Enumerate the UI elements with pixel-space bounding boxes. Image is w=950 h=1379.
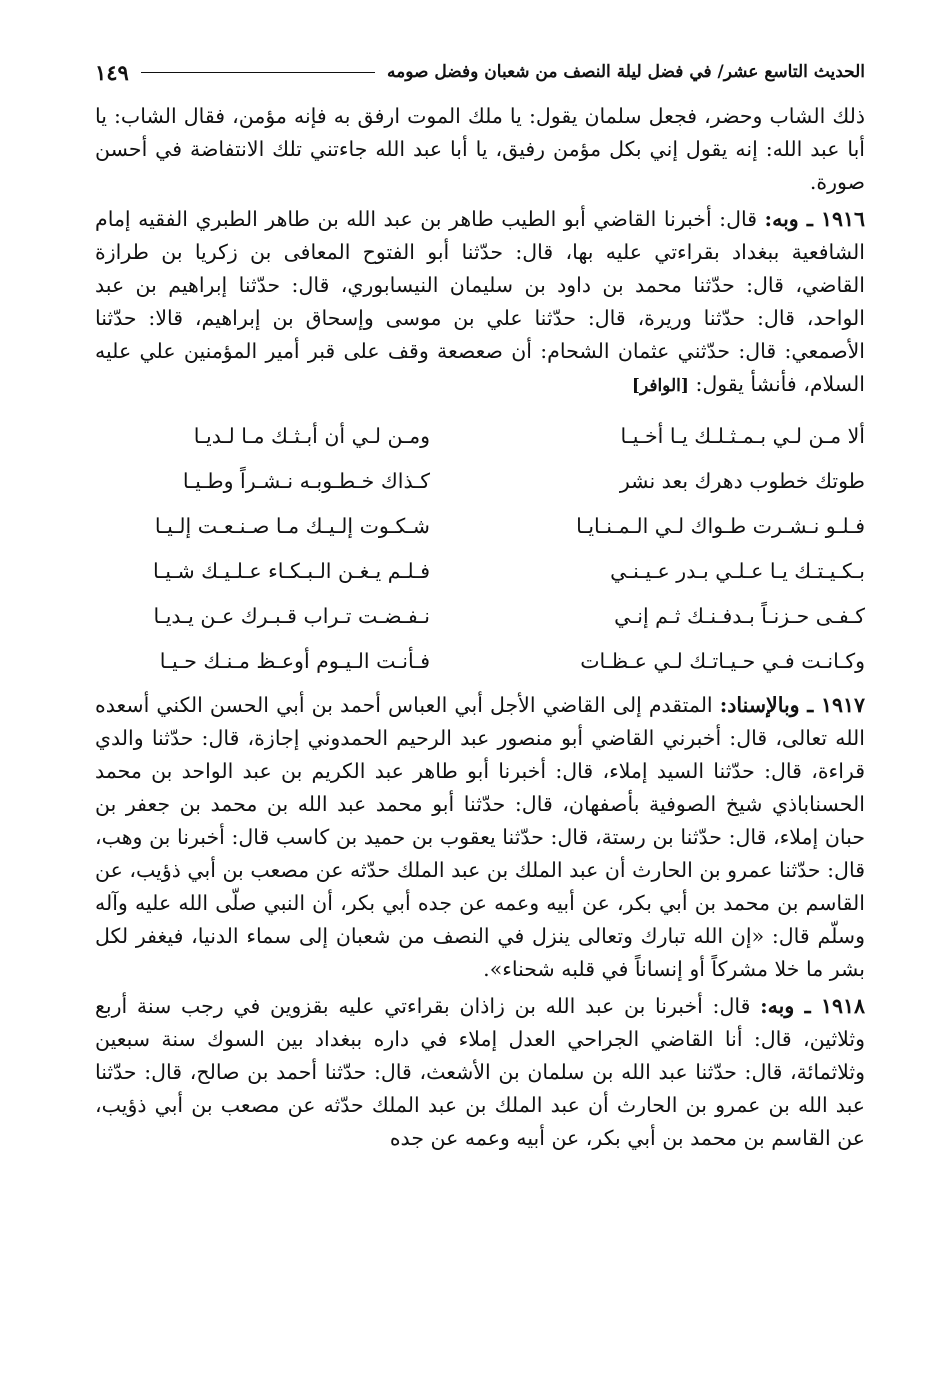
- paragraph-1917: [95, 689, 865, 986]
- hadith-number-1917: ١٩١٧ ـ وبالإسناد:: [719, 693, 865, 717]
- hadith-text-1916: قال: أخبرنا القاضي أبو الطيب طاهر بن عبد الله بن طاهر الطبري الفقيه إمام الشافعية ببغداد بقراءتي عليه بها، قال: حدّثنا أبو الفتوح المعافى بن زكريا بن طرازة القاضي، قال: حدّثنا محمد بن داود بن سليمان النيسابوري، قال: حدّثنا إبراهيم بن عبد الواحد، قال: حدّثنا وريرة، قال: حدّثنا علي بن موسى وإسحاق بن إبراهيم، قالا: حدّثنا الأصمعي: قال: حدّثني عثمان الشحام: أن صعصعة وقف على قبر أمير المؤمنين علي عليه السلام، فأنشأ يقول:: [95, 207, 865, 396]
- running-title: الحديث التاسع عشر/ في فضل ليلة النصف من شعبان وفضل صومه: [387, 62, 865, 82]
- verse-second-hemistich: ومـن لـي أن أبـثـك مـا لـديـا: [193, 423, 430, 448]
- poem-meter: [الوافر]: [631, 376, 689, 396]
- poem-verse: [95, 458, 865, 503]
- verse-second-hemistich: فـلـم يـغـن الـبـكـاء عـلـيـك شـيـا: [153, 558, 430, 583]
- poem-verse: [95, 503, 865, 548]
- verse-first-hemistich: ألا مـن لـي بـمـثـلـك يـا أخـيـا: [620, 423, 865, 448]
- page-number: ١٤٩: [95, 59, 129, 85]
- verse-first-hemistich: بـكـيـتـك يـا عـلـي بـدر عـيـنـي: [610, 558, 865, 583]
- hadith-number-1918: ١٩١٨ ـ وبه:: [760, 994, 865, 1018]
- paragraph-1916: [95, 203, 865, 403]
- poem: [95, 413, 865, 683]
- poem-verse: [95, 413, 865, 458]
- verse-first-hemistich: فـلـو نـشـرت طـواك لـي الـمـنـايـا: [576, 513, 865, 538]
- poem-verse: [95, 548, 865, 593]
- poem-verse: [95, 593, 865, 638]
- verse-second-hemistich: كـذاك خـطـوبـه نـشـراً وطـيـا: [182, 468, 430, 493]
- poem-verse: [95, 638, 865, 683]
- verse-first-hemistich: كـفـى حـزنـاً بـدفـنـك ثـم إنـي: [614, 603, 865, 628]
- verse-second-hemistich: نـفـضـت تـراب قـبـرك عـن يـديـا: [153, 603, 430, 628]
- hadith-text-1917: المتقدم إلى القاضي الأجل أبي العباس أحمد بن أبي الحسن الكني أسعده الله تعالى، قال: أخبرني القاضي أبو منصور عبد الرحيم الحمدوني إجازة، قال: حدّثنا والدي قراءة، قال: حدّثنا السيد إملاء، قال: أخبرنا أبو طاهر عبد الكريم بن عبد الواحد بن محمد الحسناباذي شيخ الصوفية بأصفهان، قال: حدّثنا أبو محمد عبد الله بن محمد بن جعفر بن حبان إملاء، قال: حدّثنا بن رستة، قال: حدّثنا يعقوب بن حميد بن كاسب قال: أخبرنا بن وهب، قال: حدّثنا عمرو بن الحارث أن عبد الملك بن عبد الملك حدّثه عن مصعب بن أبي ذؤيب، عن القاسم بن محمد بن أبي بكر، عن أبيه وعمه عن جده أبي بكر، أن النبي صلّى الله عليه وآله وسلّم قال: «إن الله تبارك وتعالى ينزل في النصف من شعبان إلى سماء الدنيا، فيغفر لكل بشر ما خلا مشركاً أو إنساناً في قلبه شحناء».: [95, 693, 866, 981]
- hadith-number-1916: ١٩١٦ ـ وبه:: [764, 207, 865, 231]
- verse-first-hemistich: وكـانـت فـي حـيـاتـك لـي عـظـات: [580, 648, 865, 673]
- page-header: [95, 50, 865, 94]
- paragraph-1918: [95, 990, 865, 1155]
- header-rule: [141, 72, 375, 73]
- verse-first-hemistich: طوتك خطوب دهرك بعد نشر: [619, 468, 865, 493]
- verse-second-hemistich: شـكـوت إلـيـك مـا صـنـعـت إلـيـا: [154, 513, 430, 538]
- hadith-text-1918: قال: أخبرنا بن عبد الله بن زاذان بقراءتي عليه بقزوين في رجب سنة أربع وثلاثين، قال: أنا القاضي الجراحي العدل إملاء في داره ببغداد بين السوك سنة سبعين وثلاثمائة، قال: حدّثنا عبد الله بن سلمان بن الأشعث، قال: حدّثنا أحمد بن صالح، قال: حدّثنا عبد الله بن عمرو بن الحارث أن عبد الملك بن عبد الملك حدّثه عن مصعب بن أبي ذؤيب، عن القاسم بن محمد بن أبي بكر، عن أبيه وعمه عن جده: [95, 994, 865, 1150]
- document-page: [95, 50, 865, 1155]
- verse-second-hemistich: فـأنـت الـيـوم أوعـظ مـنـك حـيـا: [159, 648, 430, 673]
- paragraph-continuation: ذلك الشاب وحضر، فجعل سلمان يقول: يا ملك الموت ارفق به فإنه مؤمن، فقال الشاب: يا أبا عبد الله: إنه يقول إني بكل مؤمن رفيق، يا أبا عبد الله جاءتني تلك الانتفاضة في أحسن صورة.: [95, 104, 865, 194]
